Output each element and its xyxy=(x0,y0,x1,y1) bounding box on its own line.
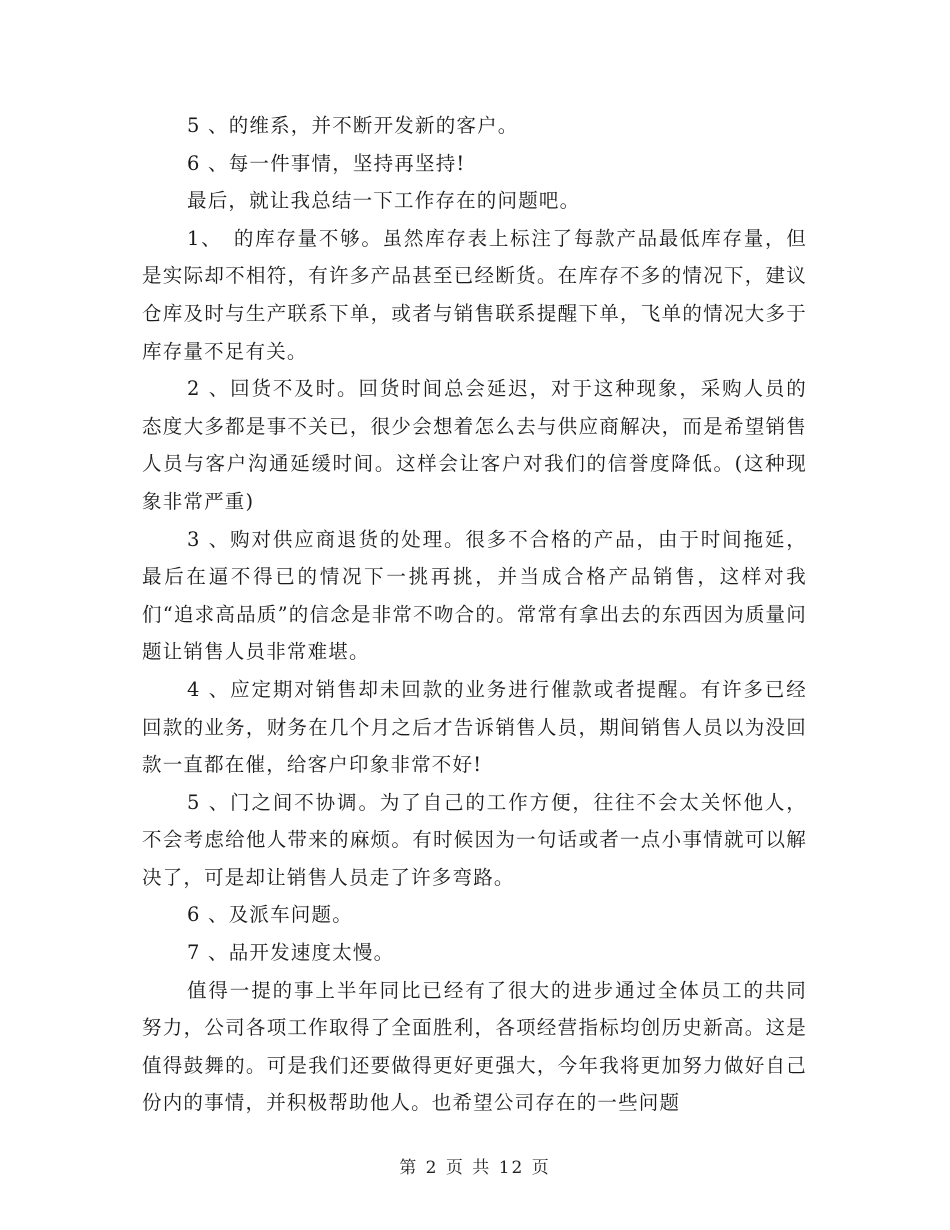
paragraph-6: 3 、购对供应商退货的处理。很多不合格的产品，由于时间拖延，最后在逼不得已的情况下一挑再挑，并当成合格产品销售，这样对我们“追求高品质”的信念是非常不吻合的。常常有拿出去的东西因为质量问题让销售人员非常难堪。 xyxy=(142,527,807,664)
paragraph-11: 值得一提的事上半年同比已经有了很大的进步通过全体员工的共同努力，公司各项工作取得了全面胜利，各项经营指标均创历史新高。这是值得鼓舞的。可是我们还要做得更好更强大，今年我将更加努力做好自己份内的事情，并积极帮助他人。也希望公司存在的一些问题 xyxy=(142,978,807,1115)
paragraph-8: 5 、门之间不协调。为了自己的工作方便，往往不会太关怀他人，不会考虑给他人带来的麻烦。有时候因为一句话或者一点小事情就可以解决了，可是却让销售人员走了许多弯路。 xyxy=(142,790,807,889)
page-number-label: 第 2 页 共 12 页 xyxy=(399,1158,551,1178)
paragraph-10: 7 、品开发速度太慢。 xyxy=(187,941,395,965)
paragraph-1: 5 、的维系，并不断开发新的客户。 xyxy=(187,114,519,137)
page-footer xyxy=(0,1153,950,1178)
paragraph-4: 1、 的库存量不够。虽然库存表上标注了每款产品最低库存量，但是实际却不相符，有许多产品甚至已经断货。在库存不多的情况下，建议仓库及时与生产联系下单，或者与销售联系提醒下单，飞单的情况大多于库存量不足有关。 xyxy=(142,226,807,363)
paragraph-7: 4 、应定期对销售却未回款的业务进行催款或者提醒。有许多已经回款的业务，财务在几个月之后才告诉销售人员，期间销售人员以为没回款一直都在催，给客户印象非常不好! xyxy=(142,677,807,777)
paragraph-3: 最后，就让我总结一下工作存在的问题吧。 xyxy=(187,189,581,213)
document-body xyxy=(142,107,807,1122)
paragraph-5: 2 、回货不及时。回货时间总会延迟，对于这种现象，采购人员的态度大多都是事不关已，很少会想着怎么去与供应商解决，而是希望销售人员与客户沟通延缓时间。这样会让客户对我们的信誉度降低。(这种现象非常严重) xyxy=(142,377,807,513)
paragraph-2: 6 、每一件事情，坚持再坚持! xyxy=(187,151,466,175)
paragraph-9: 6 、及派车问题。 xyxy=(187,903,353,927)
